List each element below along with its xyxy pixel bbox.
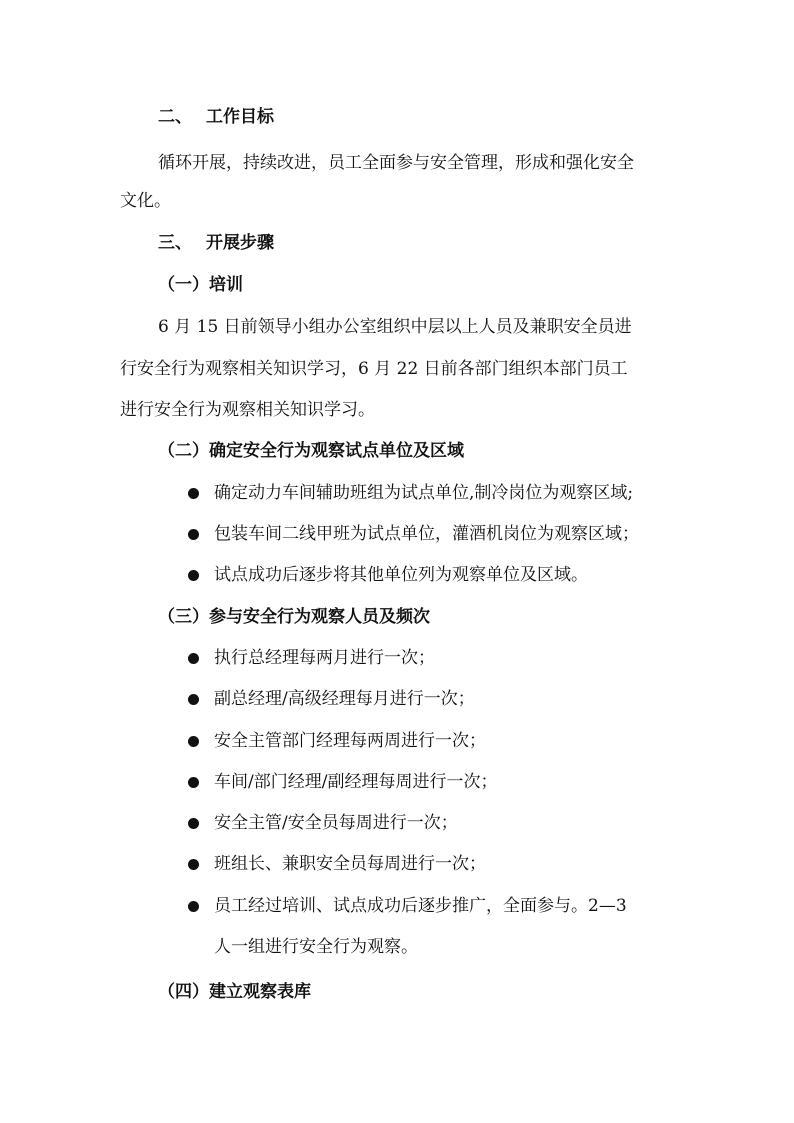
list-item: 员工经过培训、试点成功后逐步推广，全面参与。2—3 (214, 896, 627, 916)
subsection-title: （二）确定安全行为观察试点单位及区域 (158, 441, 464, 461)
bullet-icon (188, 570, 199, 581)
list-item: 安全主管/安全员每周进行一次； (214, 813, 458, 833)
section-heading-number: 二、 (158, 107, 192, 127)
bullet-icon (188, 777, 199, 788)
bullet-icon (188, 818, 199, 829)
paragraph-line: 循环开展，持续改进，员工全面参与安全管理，形成和强化安全 (158, 153, 634, 173)
bullet-icon (188, 488, 199, 499)
bullet-icon (188, 529, 199, 540)
section-heading-number: 三、 (158, 233, 192, 253)
list-item: 班组长、兼职安全员每周进行一次； (214, 854, 486, 874)
paragraph-line: 进行安全行为观察相关知识学习。 (120, 400, 375, 420)
bullet-icon (188, 736, 199, 747)
subsection-title: （三）参与安全行为观察人员及频次 (158, 607, 430, 627)
list-item: 执行总经理每两月进行一次； (214, 648, 435, 668)
list-item: 副总经理/高级经理每月进行一次； (214, 689, 475, 709)
section-heading-title: 工作目标 (206, 107, 274, 127)
paragraph-line: 6 月 15 日前领导小组办公室组织中层以上人员及兼职安全员进 (158, 317, 632, 337)
list-item: 试点成功后逐步将其他单位列为观察单位及区域。 (214, 565, 588, 585)
section-heading-title: 开展步骤 (206, 233, 274, 253)
list-item: 确定动力车间辅助班组为试点单位,制冷岗位为观察区域; (214, 483, 634, 503)
list-item-continuation: 人一组进行安全行为观察。 (214, 937, 418, 957)
paragraph-line: 行安全行为观察相关知识学习，6 月 22 日前各部门组织本部门员工 (120, 359, 628, 379)
subsection-title: （四）建立观察表库 (158, 982, 311, 1002)
list-item: 包装车间二线甲班为试点单位，灌酒机岗位为观察区域； (214, 524, 639, 544)
bullet-icon (188, 901, 199, 912)
list-item: 安全主管部门经理每两周进行一次； (214, 731, 486, 751)
paragraph-line: 文化。 (120, 191, 171, 211)
list-item: 车间/部门经理/副经理每周进行一次； (214, 772, 498, 792)
bullet-icon (188, 694, 199, 705)
bullet-icon (188, 653, 199, 664)
bullet-icon (188, 859, 199, 870)
subsection-title: （一）培训 (158, 275, 243, 295)
